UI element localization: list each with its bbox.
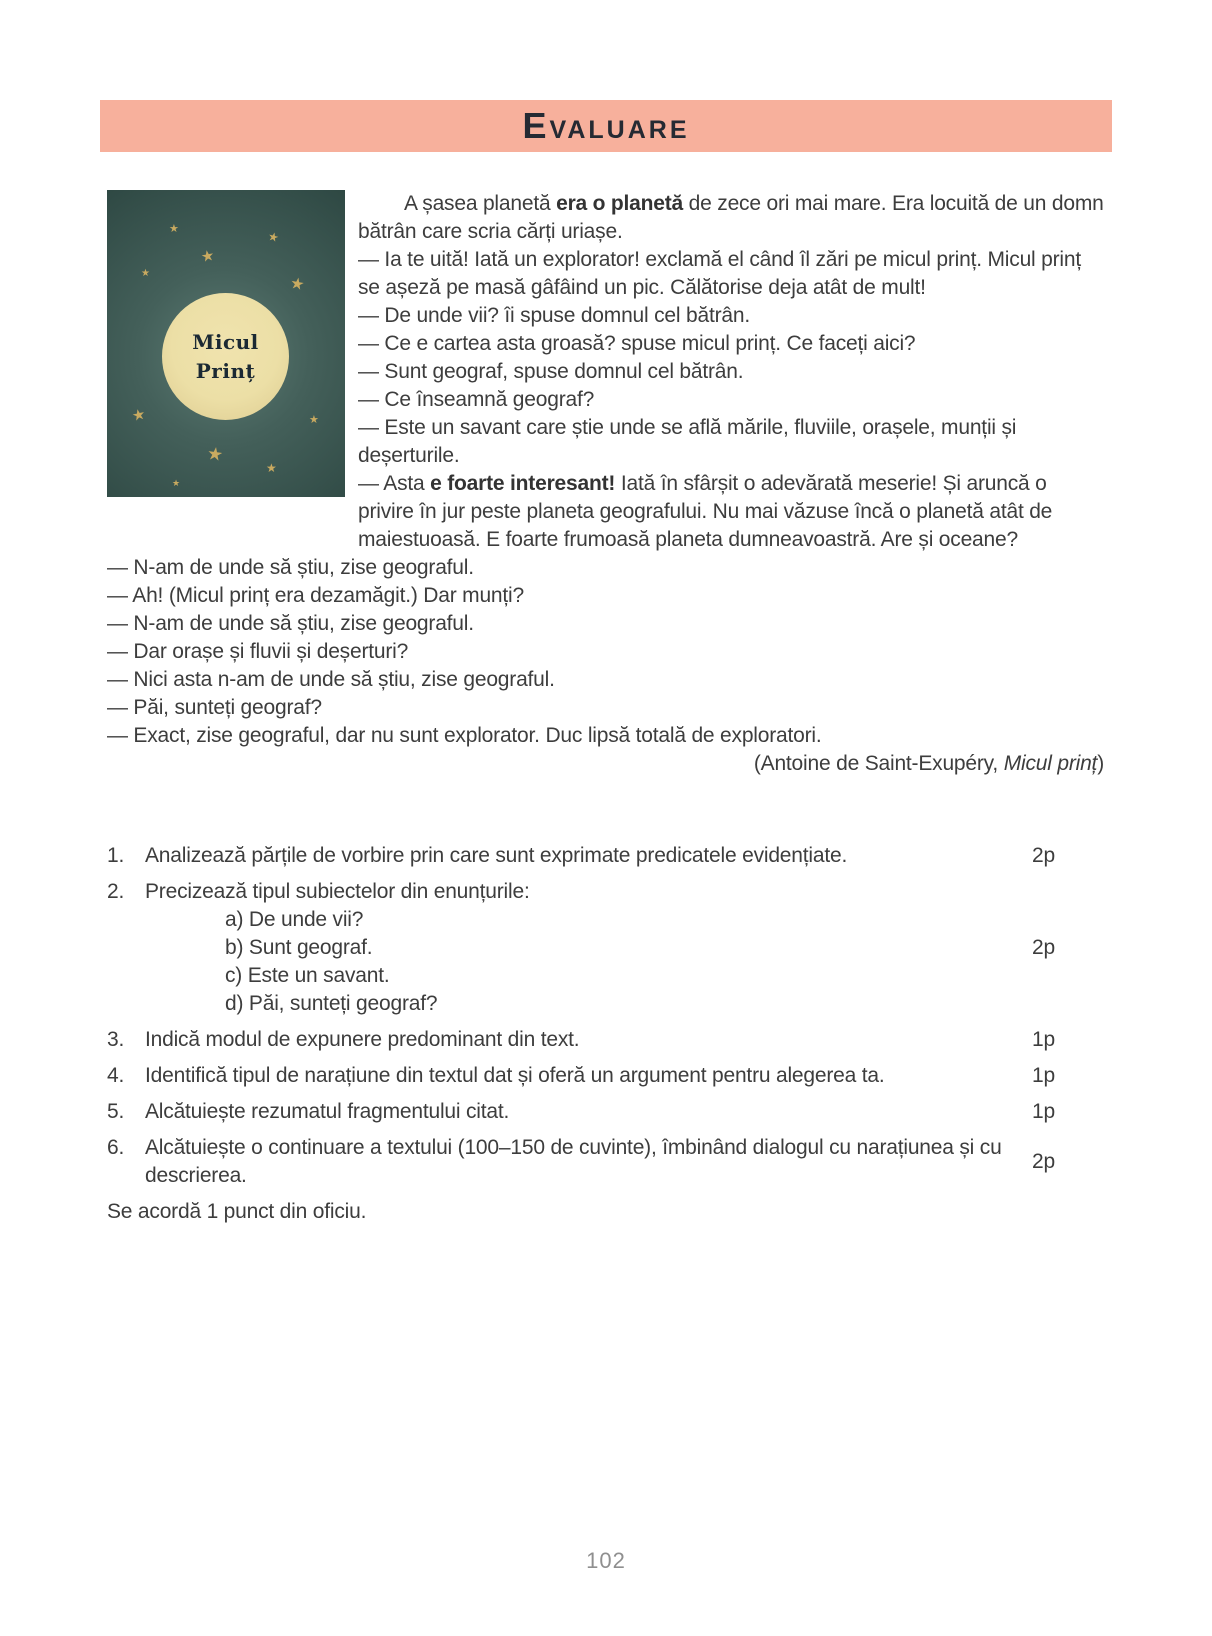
question-subitem-text: b) Sunt geograf. — [225, 936, 373, 959]
highlighted-predicate: era o planetă — [556, 192, 684, 215]
passage-segment: — Păi, sunteți geograf? — [107, 696, 322, 719]
passage-segment: — Nici asta n-am de unde să știu, zise geograful. — [107, 668, 555, 691]
question-number: 2. — [107, 880, 125, 903]
passage-segment: — Dar orașe și fluvii și deșerturi? — [107, 640, 409, 663]
passage-paragraph — [107, 694, 1104, 722]
page-title: Evaluare — [522, 105, 690, 146]
question-text: Precizează tipul subiectelor din enunțurile: — [145, 880, 530, 903]
passage-segment: — Asta — [358, 472, 431, 495]
question-text: Alcătuiește o continuare a textului (100–150 de cuvinte), îmbinând dialogul cu narațiunea și cu descrierea. — [145, 1136, 1002, 1187]
question-text: Identifică tipul de narațiune din textul dat și oferă un argument pentru alegerea ta. — [145, 1064, 885, 1087]
question-number: 5. — [107, 1100, 125, 1123]
question-text: Analizează părțile de vorbire prin care sunt exprimate predicatele evidențiate. — [145, 844, 848, 867]
question-number: 1. — [107, 844, 125, 867]
question-text: Indică modul de expunere predominant din text. — [145, 1028, 580, 1051]
passage-segment: — Ce înseamnă geograf? — [358, 388, 595, 411]
star-icon: ★ — [169, 223, 179, 235]
citation — [107, 750, 1104, 778]
question-subitem — [145, 990, 1032, 1018]
passage-segment: de zece ori mai mare. Era locuită de un domn bătrân care scria cărți uriașe. — [358, 192, 1104, 243]
question-item — [107, 1134, 1104, 1190]
star-icon: ★ — [141, 268, 150, 279]
question-body — [145, 1026, 1032, 1054]
question-body — [145, 1134, 1032, 1190]
question-subitem — [145, 962, 1032, 990]
passage-paragraph — [107, 610, 1104, 638]
star-icon: ★ — [172, 478, 180, 488]
question-subitem — [145, 934, 1055, 962]
question-item — [107, 842, 1104, 870]
question-subitem-text: a) De unde vii? — [225, 908, 364, 931]
star-icon: ★ — [199, 246, 216, 267]
question-item — [107, 1026, 1104, 1054]
star-icon: ★ — [266, 461, 277, 475]
passage-segment: — Exact, zise geograful, dar nu sunt explorator. Duc lipsă totală de exploratori. — [107, 724, 822, 747]
footer-note: Se acordă 1 punct din oficiu. — [107, 1200, 367, 1223]
question-number: 3. — [107, 1028, 125, 1051]
star-icon: ★ — [266, 228, 281, 246]
book-title-line1: Micul — [192, 329, 259, 354]
question-number: 6. — [107, 1136, 125, 1159]
highlighted-predicate: e foarte interesant! — [430, 472, 616, 495]
question-text: Alcătuiește rezumatul fragmentului citat. — [145, 1100, 510, 1123]
question-number: 4. — [107, 1064, 125, 1087]
star-icon: ★ — [288, 274, 306, 295]
page-number: 102 — [586, 1548, 626, 1573]
moon-illustration — [162, 293, 289, 420]
question-subitem-text: c) Este un savant. — [225, 964, 390, 987]
question-points: 2p — [1032, 1150, 1055, 1173]
question-item — [107, 878, 1104, 1018]
passage-segment: — Ce e cartea asta groasă? spuse micul prinț. Ce faceți aici? — [358, 332, 916, 355]
questions-list — [107, 842, 1104, 1190]
passage-segment: — Ah! (Micul prinț era dezamăgit.) Dar munți? — [107, 584, 524, 607]
section-header — [100, 100, 1112, 152]
passage-paragraph — [107, 666, 1104, 694]
question-body — [145, 842, 1032, 870]
question-item — [107, 1062, 1104, 1090]
passage-segment: — Sunt geograf, spuse domnul cel bătrân. — [358, 360, 744, 383]
book-cover-image — [107, 190, 345, 497]
citation-work-title: Micul prinț — [1003, 752, 1098, 775]
question-item — [107, 1098, 1104, 1126]
question-body — [145, 1098, 1032, 1126]
star-icon: ★ — [309, 414, 319, 426]
passage-segment: — N-am de unde să știu, zise geograful. — [107, 612, 474, 635]
passage-segment: — Este un savant care știe unde se află mările, fluviile, orașele, munții și deșerturile. — [358, 416, 1017, 467]
question-body — [145, 878, 1055, 1018]
passage-paragraph — [107, 554, 1104, 582]
question-subitem — [145, 906, 1032, 934]
star-icon: ★ — [205, 442, 225, 466]
passage-segment: — De unde vii? îi spuse domnul cel bătrân. — [358, 304, 750, 327]
passage-segment: Iată în sfârșit o adevărată meserie! Și aruncă o privire în jur peste planeta geografului. Nu mai văzuse încă o planetă atât de maiestuoasă. E foarte frumoasă planeta dumneavoastră. Are și oceane? — [358, 472, 1053, 551]
passage — [107, 190, 1104, 1226]
citation-suffix: ) — [1097, 752, 1104, 775]
question-points: 1p — [1032, 1064, 1055, 1087]
question-points: 2p — [1032, 844, 1055, 867]
book-title-line2: Prinț — [195, 358, 256, 383]
question-points: 1p — [1032, 1100, 1055, 1123]
question-points: 1p — [1032, 1028, 1055, 1051]
star-icon: ★ — [130, 405, 147, 426]
passage-paragraph — [107, 722, 1104, 750]
passage-segment: A șasea planetă — [404, 192, 557, 215]
question-points: 2p — [1032, 936, 1055, 959]
passage-segment: — N-am de unde să știu, zise geograful. — [107, 556, 474, 579]
question-body — [145, 1062, 1032, 1090]
passage-paragraph — [107, 582, 1104, 610]
question-subitem-text: d) Păi, sunteți geograf? — [225, 992, 438, 1015]
passage-segment: — Ia te uită! Iată un explorator! exclamă el când îl zări pe micul prinț. Micul prinț se așeză pe masă gâfâind un pic. Călătorise deja atât de mult! — [358, 248, 1081, 299]
citation-author: (Antoine de Saint-Exupéry, — [753, 752, 1004, 775]
passage-paragraph — [107, 638, 1104, 666]
